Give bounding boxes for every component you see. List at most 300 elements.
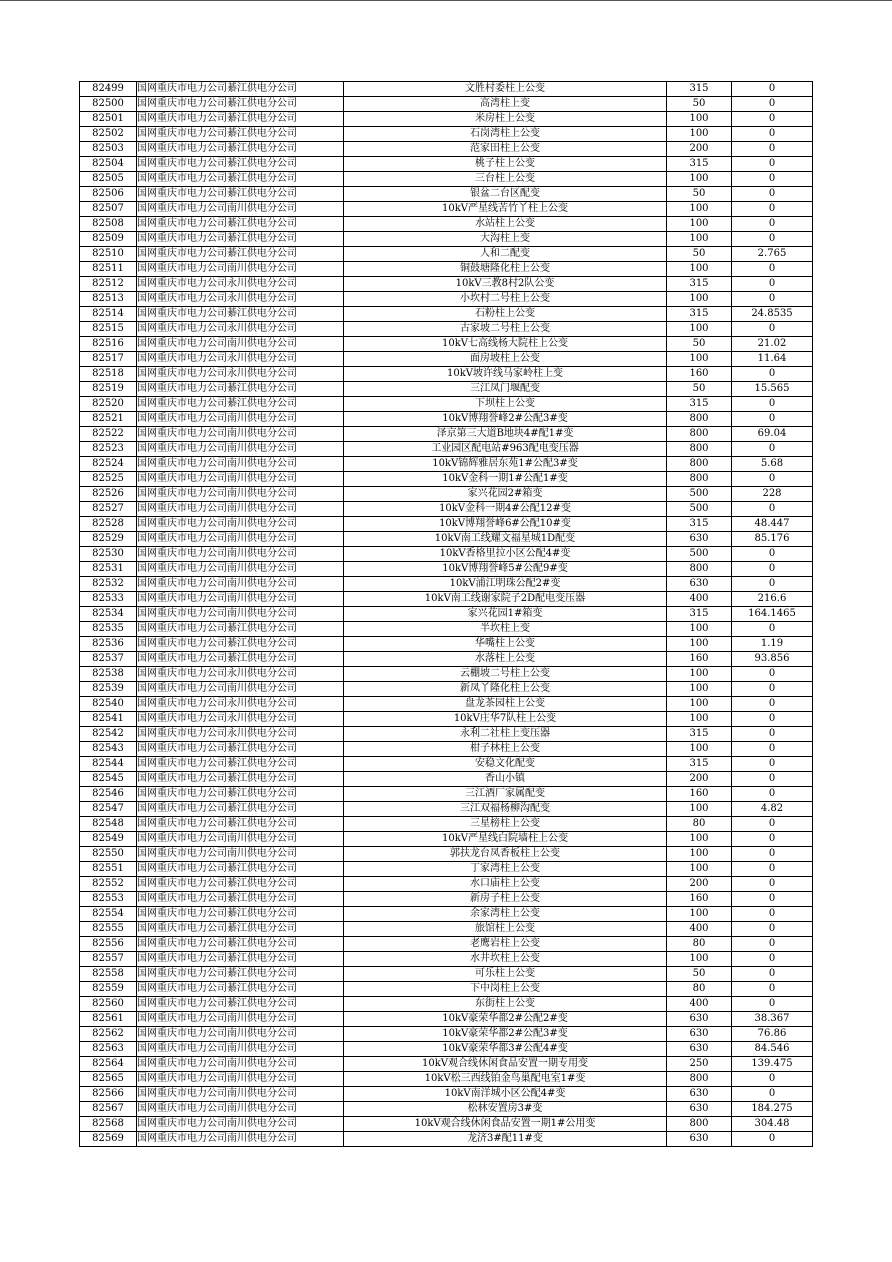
transformer-name-cell: 银盆二台区配变	[344, 187, 667, 202]
page-top-rule	[0, 0, 892, 1]
capacity-cell: 80	[667, 817, 732, 832]
company-cell: 国网重庆市电力公司南川供电分公司	[137, 1042, 344, 1057]
capacity-cell: 315	[667, 307, 732, 322]
company-cell: 国网重庆市电力公司南川供电分公司	[137, 502, 344, 517]
value-cell: 0	[732, 757, 813, 772]
company-cell: 国网重庆市电力公司綦江供电分公司	[137, 982, 344, 997]
capacity-cell: 500	[667, 487, 732, 502]
capacity-cell: 160	[667, 367, 732, 382]
transformer-name-cell: 10kV观合线休闲食品安置一期专用变	[344, 1057, 667, 1072]
capacity-cell: 315	[667, 727, 732, 742]
transformer-name-cell: 大沟柱上变	[344, 232, 667, 247]
company-cell: 国网重庆市电力公司南川供电分公司	[137, 442, 344, 457]
capacity-cell: 315	[667, 757, 732, 772]
value-cell: 0	[732, 787, 813, 802]
table-row	[80, 892, 813, 907]
value-cell: 0	[732, 997, 813, 1012]
company-cell: 国网重庆市电力公司永川供电分公司	[137, 712, 344, 727]
table-row	[80, 517, 813, 532]
transformer-name-cell: 10kV香格里拉小区公配4#变	[344, 547, 667, 562]
transformer-name-cell: 新凤丫隆化柱上公变	[344, 682, 667, 697]
value-cell: 1.19	[732, 637, 813, 652]
row-id-cell: 82540	[80, 697, 137, 712]
capacity-cell: 400	[667, 922, 732, 937]
table-row	[80, 967, 813, 982]
transformer-name-cell: 桃子柱上公变	[344, 157, 667, 172]
company-cell: 国网重庆市电力公司綦江供电分公司	[137, 217, 344, 232]
value-cell: 0	[732, 772, 813, 787]
table-row	[80, 997, 813, 1012]
transformer-name-cell: 米房柱上公变	[344, 112, 667, 127]
row-id-cell: 82527	[80, 502, 137, 517]
table-row	[80, 697, 813, 712]
capacity-cell: 100	[667, 322, 732, 337]
company-cell: 国网重庆市电力公司南川供电分公司	[137, 532, 344, 547]
company-cell: 国网重庆市电力公司綦江供电分公司	[137, 907, 344, 922]
row-id-cell: 82510	[80, 247, 137, 262]
table-row	[80, 847, 813, 862]
row-id-cell: 82525	[80, 472, 137, 487]
company-cell: 国网重庆市电力公司綦江供电分公司	[137, 892, 344, 907]
company-cell: 国网重庆市电力公司綦江供电分公司	[137, 112, 344, 127]
value-cell: 2.765	[732, 247, 813, 262]
company-cell: 国网重庆市电力公司永川供电分公司	[137, 367, 344, 382]
transformer-name-cell: 10kV金科一期4#公配12#变	[344, 502, 667, 517]
capacity-cell: 800	[667, 562, 732, 577]
table-row	[80, 157, 813, 172]
transformer-name-cell: 小坎村二号柱上公变	[344, 292, 667, 307]
transformer-name-cell: 泽京第三大道B地块4#配1#变	[344, 427, 667, 442]
value-cell: 0	[732, 847, 813, 862]
table-body	[80, 82, 813, 1147]
transformer-name-cell: 10kV豪荣华都2#公配2#变	[344, 1012, 667, 1027]
value-cell: 0	[732, 682, 813, 697]
company-cell: 国网重庆市电力公司綦江供电分公司	[137, 997, 344, 1012]
capacity-cell: 100	[667, 352, 732, 367]
row-id-cell: 82538	[80, 667, 137, 682]
capacity-cell: 100	[667, 952, 732, 967]
table-row	[80, 97, 813, 112]
value-cell: 48.447	[732, 517, 813, 532]
value-cell: 304.48	[732, 1117, 813, 1132]
capacity-cell: 315	[667, 517, 732, 532]
company-cell: 国网重庆市电力公司南川供电分公司	[137, 472, 344, 487]
company-cell: 国网重庆市电力公司南川供电分公司	[137, 262, 344, 277]
row-id-cell: 82522	[80, 427, 137, 442]
table-row	[80, 487, 813, 502]
value-cell: 184.275	[732, 1102, 813, 1117]
transformer-name-cell: 下坝柱上公变	[344, 397, 667, 412]
row-id-cell: 82536	[80, 637, 137, 652]
table-row	[80, 1042, 813, 1057]
row-id-cell: 82518	[80, 367, 137, 382]
transformer-name-cell: 三台柱上公变	[344, 172, 667, 187]
transformer-name-cell: 10kV南洋城小区公配4#变	[344, 1087, 667, 1102]
capacity-cell: 160	[667, 652, 732, 667]
table-row	[80, 727, 813, 742]
transformer-name-cell: 水站柱上公变	[344, 217, 667, 232]
company-cell: 国网重庆市电力公司綦江供电分公司	[137, 307, 344, 322]
row-id-cell: 82505	[80, 172, 137, 187]
company-cell: 国网重庆市电力公司綦江供电分公司	[137, 172, 344, 187]
table-row	[80, 1072, 813, 1087]
row-id-cell: 82567	[80, 1102, 137, 1117]
value-cell: 0	[732, 292, 813, 307]
table-row	[80, 262, 813, 277]
company-cell: 国网重庆市电力公司南川供电分公司	[137, 1072, 344, 1087]
row-id-cell: 82542	[80, 727, 137, 742]
value-cell: 0	[732, 1072, 813, 1087]
capacity-cell: 100	[667, 127, 732, 142]
value-cell: 0	[732, 667, 813, 682]
transformer-name-cell: 10kV豪荣华都2#公配3#变	[344, 1027, 667, 1042]
company-cell: 国网重庆市电力公司南川供电分公司	[137, 562, 344, 577]
value-cell: 0	[732, 712, 813, 727]
transformer-name-cell: 龙济3#配11#变	[344, 1132, 667, 1147]
row-id-cell: 82512	[80, 277, 137, 292]
row-id-cell: 82508	[80, 217, 137, 232]
company-cell: 国网重庆市电力公司南川供电分公司	[137, 427, 344, 442]
table-row	[80, 637, 813, 652]
row-id-cell: 82547	[80, 802, 137, 817]
capacity-cell: 80	[667, 937, 732, 952]
transformer-name-cell: 10kV三教8村2队公变	[344, 277, 667, 292]
row-id-cell: 82507	[80, 202, 137, 217]
capacity-cell: 50	[667, 967, 732, 982]
company-cell: 国网重庆市电力公司綦江供电分公司	[137, 652, 344, 667]
value-cell: 0	[732, 1132, 813, 1147]
value-cell: 0	[732, 727, 813, 742]
capacity-cell: 630	[667, 577, 732, 592]
transformer-name-cell: 高湾柱上变	[344, 97, 667, 112]
value-cell: 0	[732, 187, 813, 202]
table-row	[80, 472, 813, 487]
table-row	[80, 817, 813, 832]
capacity-cell: 800	[667, 472, 732, 487]
value-cell: 15.565	[732, 382, 813, 397]
capacity-cell: 50	[667, 382, 732, 397]
capacity-cell: 630	[667, 1132, 732, 1147]
company-cell: 国网重庆市电力公司南川供电分公司	[137, 592, 344, 607]
row-id-cell: 82534	[80, 607, 137, 622]
row-id-cell: 82557	[80, 952, 137, 967]
transformer-table	[79, 81, 813, 1147]
row-id-cell: 82535	[80, 622, 137, 637]
transformer-name-cell: 水落柱上公变	[344, 652, 667, 667]
row-id-cell: 82555	[80, 922, 137, 937]
table-row	[80, 682, 813, 697]
capacity-cell: 50	[667, 97, 732, 112]
row-id-cell: 82541	[80, 712, 137, 727]
row-id-cell: 82523	[80, 442, 137, 457]
transformer-name-cell: 10kV坡许线马家岭柱上变	[344, 367, 667, 382]
capacity-cell: 100	[667, 847, 732, 862]
value-cell: 0	[732, 397, 813, 412]
table-row	[80, 337, 813, 352]
table-row	[80, 427, 813, 442]
company-cell: 国网重庆市电力公司綦江供电分公司	[137, 817, 344, 832]
table-row	[80, 82, 813, 97]
capacity-cell: 315	[667, 607, 732, 622]
row-id-cell: 82526	[80, 487, 137, 502]
table-row	[80, 982, 813, 997]
value-cell: 69.04	[732, 427, 813, 442]
row-id-cell: 82568	[80, 1117, 137, 1132]
transformer-name-cell: 10kV严星线白院墙柱上公变	[344, 832, 667, 847]
row-id-cell: 82533	[80, 592, 137, 607]
value-cell: 0	[732, 367, 813, 382]
value-cell: 0	[732, 232, 813, 247]
company-cell: 国网重庆市电力公司南川供电分公司	[137, 337, 344, 352]
company-cell: 国网重庆市电力公司永川供电分公司	[137, 667, 344, 682]
transformer-name-cell: 10kV严星线苦竹丫柱上公变	[344, 202, 667, 217]
capacity-cell: 100	[667, 637, 732, 652]
row-id-cell: 82556	[80, 937, 137, 952]
transformer-name-cell: 10kV观合线休闲食品安置一期1#公用变	[344, 1117, 667, 1132]
transformer-name-cell: 面房坡柱上公变	[344, 352, 667, 367]
row-id-cell: 82517	[80, 352, 137, 367]
table-row	[80, 457, 813, 472]
table-row	[80, 202, 813, 217]
row-id-cell: 82561	[80, 1012, 137, 1027]
row-id-cell: 82516	[80, 337, 137, 352]
table-row	[80, 547, 813, 562]
value-cell: 0	[732, 907, 813, 922]
table-row	[80, 607, 813, 622]
table-row	[80, 952, 813, 967]
company-cell: 国网重庆市电力公司綦江供电分公司	[137, 232, 344, 247]
company-cell: 国网重庆市电力公司南川供电分公司	[137, 202, 344, 217]
capacity-cell: 100	[667, 202, 732, 217]
capacity-cell: 500	[667, 547, 732, 562]
value-cell: 0	[732, 547, 813, 562]
table-row	[80, 757, 813, 772]
capacity-cell: 100	[667, 697, 732, 712]
company-cell: 国网重庆市电力公司南川供电分公司	[137, 487, 344, 502]
transformer-name-cell: 安稳文化配变	[344, 757, 667, 772]
capacity-cell: 100	[667, 667, 732, 682]
transformer-name-cell: 人和二配变	[344, 247, 667, 262]
table-row	[80, 127, 813, 142]
row-id-cell: 82565	[80, 1072, 137, 1087]
company-cell: 国网重庆市电力公司南川供电分公司	[137, 847, 344, 862]
company-cell: 国网重庆市电力公司綦江供电分公司	[137, 952, 344, 967]
value-cell: 0	[732, 202, 813, 217]
transformer-name-cell: 文胜村委柱上公变	[344, 82, 667, 97]
value-cell: 0	[732, 697, 813, 712]
value-cell: 84.546	[732, 1042, 813, 1057]
capacity-cell: 100	[667, 742, 732, 757]
capacity-cell: 250	[667, 1057, 732, 1072]
company-cell: 国网重庆市电力公司南川供电分公司	[137, 1132, 344, 1147]
row-id-cell: 82520	[80, 397, 137, 412]
row-id-cell: 82532	[80, 577, 137, 592]
transformer-name-cell: 10kV博翔誉峰5#公配9#变	[344, 562, 667, 577]
table-row	[80, 772, 813, 787]
transformer-name-cell: 铜鼓塘隆化柱上公变	[344, 262, 667, 277]
table-row	[80, 877, 813, 892]
table-row	[80, 802, 813, 817]
transformer-name-cell: 松林安置房3#变	[344, 1102, 667, 1117]
transformer-name-cell: 丁家湾柱上公变	[344, 862, 667, 877]
capacity-cell: 800	[667, 427, 732, 442]
transformer-name-cell: 10kV金科一期1#公配1#变	[344, 472, 667, 487]
transformer-name-cell: 水口庙柱上公变	[344, 877, 667, 892]
transformer-name-cell: 三江双福杨柳沟配变	[344, 802, 667, 817]
company-cell: 国网重庆市电力公司綦江供电分公司	[137, 187, 344, 202]
capacity-cell: 100	[667, 262, 732, 277]
value-cell: 0	[732, 742, 813, 757]
row-id-cell: 82549	[80, 832, 137, 847]
value-cell: 38.367	[732, 1012, 813, 1027]
company-cell: 国网重庆市电力公司綦江供电分公司	[137, 922, 344, 937]
table-row	[80, 742, 813, 757]
company-cell: 国网重庆市电力公司南川供电分公司	[137, 1087, 344, 1102]
row-id-cell: 82551	[80, 862, 137, 877]
company-cell: 国网重庆市电力公司綦江供电分公司	[137, 247, 344, 262]
transformer-name-cell: 石岗湾柱上公变	[344, 127, 667, 142]
capacity-cell: 630	[667, 1027, 732, 1042]
transformer-name-cell: 三江酒厂家属配变	[344, 787, 667, 802]
table-row	[80, 1012, 813, 1027]
table-row	[80, 187, 813, 202]
transformer-name-cell: 家兴花园1#箱变	[344, 607, 667, 622]
row-id-cell: 82521	[80, 412, 137, 427]
company-cell: 国网重庆市电力公司綦江供电分公司	[137, 622, 344, 637]
company-cell: 国网重庆市电力公司綦江供电分公司	[137, 877, 344, 892]
capacity-cell: 100	[667, 862, 732, 877]
table-row	[80, 1027, 813, 1042]
transformer-name-cell: 10kV锦辉雅居东苑1#公配3#变	[344, 457, 667, 472]
company-cell: 国网重庆市电力公司永川供电分公司	[137, 352, 344, 367]
company-cell: 国网重庆市电力公司綦江供电分公司	[137, 637, 344, 652]
row-id-cell: 82560	[80, 997, 137, 1012]
capacity-cell: 50	[667, 337, 732, 352]
transformer-name-cell: 永利二社柱上变压器	[344, 727, 667, 742]
company-cell: 国网重庆市电力公司綦江供电分公司	[137, 127, 344, 142]
company-cell: 国网重庆市电力公司綦江供电分公司	[137, 757, 344, 772]
value-cell: 0	[732, 112, 813, 127]
company-cell: 国网重庆市电力公司綦江供电分公司	[137, 97, 344, 112]
row-id-cell: 82562	[80, 1027, 137, 1042]
capacity-cell: 315	[667, 277, 732, 292]
company-cell: 国网重庆市电力公司永川供电分公司	[137, 277, 344, 292]
transformer-name-cell: 盘龙茶园柱上公变	[344, 697, 667, 712]
capacity-cell: 80	[667, 982, 732, 997]
row-id-cell: 82563	[80, 1042, 137, 1057]
company-cell: 国网重庆市电力公司永川供电分公司	[137, 727, 344, 742]
row-id-cell: 82506	[80, 187, 137, 202]
company-cell: 国网重庆市电力公司南川供电分公司	[137, 682, 344, 697]
row-id-cell: 82528	[80, 517, 137, 532]
capacity-cell: 800	[667, 1072, 732, 1087]
table-row	[80, 667, 813, 682]
transformer-name-cell: 10kV豪荣华都3#公配4#变	[344, 1042, 667, 1057]
company-cell: 国网重庆市电力公司綦江供电分公司	[137, 862, 344, 877]
transformer-name-cell: 工业园区配电站#963配电变压器	[344, 442, 667, 457]
company-cell: 国网重庆市电力公司南川供电分公司	[137, 457, 344, 472]
row-id-cell: 82552	[80, 877, 137, 892]
table-row	[80, 217, 813, 232]
row-id-cell: 82545	[80, 772, 137, 787]
capacity-cell: 100	[667, 712, 732, 727]
table-row	[80, 1057, 813, 1072]
row-id-cell: 82553	[80, 892, 137, 907]
row-id-cell: 82513	[80, 292, 137, 307]
value-cell: 0	[732, 82, 813, 97]
capacity-cell: 630	[667, 1102, 732, 1117]
row-id-cell: 82546	[80, 787, 137, 802]
row-id-cell: 82504	[80, 157, 137, 172]
capacity-cell: 800	[667, 412, 732, 427]
value-cell: 0	[732, 472, 813, 487]
company-cell: 国网重庆市电力公司南川供电分公司	[137, 1027, 344, 1042]
company-cell: 国网重庆市电力公司綦江供电分公司	[137, 82, 344, 97]
value-cell: 0	[732, 622, 813, 637]
row-id-cell: 82531	[80, 562, 137, 577]
transformer-name-cell: 石粉柱上公变	[344, 307, 667, 322]
transformer-name-cell: 古家坡二号柱上公变	[344, 322, 667, 337]
transformer-name-cell: 余家湾柱上公变	[344, 907, 667, 922]
row-id-cell: 82569	[80, 1132, 137, 1147]
transformer-name-cell: 东街柱上公变	[344, 997, 667, 1012]
company-cell: 国网重庆市电力公司南川供电分公司	[137, 1117, 344, 1132]
table-row	[80, 172, 813, 187]
value-cell: 93.856	[732, 652, 813, 667]
value-cell: 164.1465	[732, 607, 813, 622]
transformer-name-cell: 10kV庄华7队柱上公变	[344, 712, 667, 727]
value-cell: 0	[732, 922, 813, 937]
capacity-cell: 100	[667, 682, 732, 697]
company-cell: 国网重庆市电力公司南川供电分公司	[137, 1012, 344, 1027]
transformer-name-cell: 10kV浦江明珠公配2#变	[344, 577, 667, 592]
table-row	[80, 397, 813, 412]
row-id-cell: 82515	[80, 322, 137, 337]
row-id-cell: 82511	[80, 262, 137, 277]
transformer-name-cell: 范家田柱上公变	[344, 142, 667, 157]
value-cell: 0	[732, 862, 813, 877]
capacity-cell: 500	[667, 502, 732, 517]
transformer-name-cell: 10kV南工线耀文福星城1D配变	[344, 532, 667, 547]
row-id-cell: 82554	[80, 907, 137, 922]
value-cell: 0	[732, 217, 813, 232]
transformer-name-cell: 10kV松三西线铂金鸟巢配电室1#变	[344, 1072, 667, 1087]
row-id-cell: 82501	[80, 112, 137, 127]
row-id-cell: 82530	[80, 547, 137, 562]
value-cell: 24.8535	[732, 307, 813, 322]
value-cell: 0	[732, 322, 813, 337]
capacity-cell: 50	[667, 187, 732, 202]
capacity-cell: 100	[667, 112, 732, 127]
transformer-name-cell: 三江凤门堰配变	[344, 382, 667, 397]
transformer-name-cell: 香山小镇	[344, 772, 667, 787]
capacity-cell: 400	[667, 997, 732, 1012]
table-row	[80, 832, 813, 847]
row-id-cell: 82524	[80, 457, 137, 472]
transformer-name-cell: 老鹰岩柱上公变	[344, 937, 667, 952]
capacity-cell: 100	[667, 232, 732, 247]
value-cell: 0	[732, 157, 813, 172]
row-id-cell: 82499	[80, 82, 137, 97]
row-id-cell: 82529	[80, 532, 137, 547]
capacity-cell: 100	[667, 172, 732, 187]
company-cell: 国网重庆市电力公司綦江供电分公司	[137, 142, 344, 157]
table-row	[80, 907, 813, 922]
capacity-cell: 200	[667, 772, 732, 787]
transformer-name-cell: 华嘴柱上公变	[344, 637, 667, 652]
value-cell: 0	[732, 982, 813, 997]
value-cell: 0	[732, 562, 813, 577]
